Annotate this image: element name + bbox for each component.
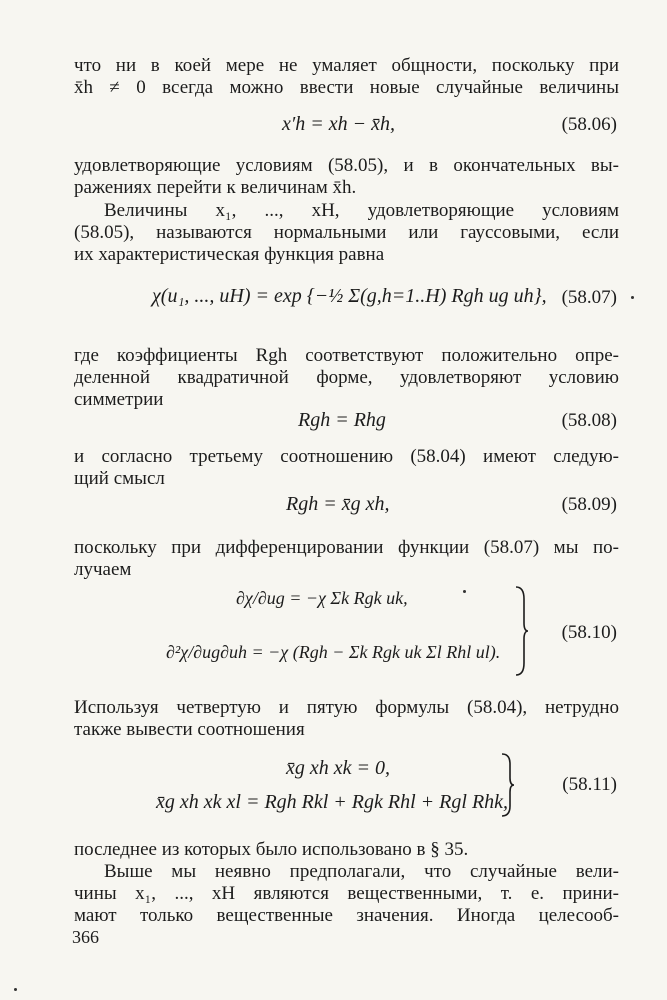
text-line: поскольку при дифференцировании функции (58.07) мы по- bbox=[74, 537, 619, 558]
text-line: (58.05), называются нормальными или гауссовыми, если bbox=[74, 222, 619, 243]
print-speck bbox=[463, 590, 466, 593]
text-line: ражениях перейти к величинам x̄h. bbox=[74, 177, 357, 198]
equation-58-11b: x̄g xh xk xl = Rgh Rkl + Rgk Rhl + Rgl Rhk, bbox=[156, 791, 509, 813]
text-line: лучаем bbox=[74, 559, 132, 580]
equation-58-10a: ∂χ/∂ug = −χ Σk Rgk uk, bbox=[236, 588, 408, 608]
equation-58-10b: ∂²χ/∂ug∂uh = −χ (Rgh − Σk Rgk uk Σl Rhl ul). bbox=[166, 642, 501, 662]
text-line: и согласно третьему соотношению (58.04) имеют следую- bbox=[74, 446, 619, 467]
equation-58-07: χ(u₁, ..., uH) = exp {−½ Σ(g,h=1..H) Rgh ug uh}, bbox=[152, 285, 547, 307]
equation-number: (58.08) bbox=[561, 410, 617, 431]
text-line: что ни в коей мере не умаляет общности, поскольку при bbox=[74, 55, 619, 76]
print-speck bbox=[631, 296, 634, 299]
text-line: Величины x₁, ..., xH, удовлетворяющие условиям bbox=[104, 200, 619, 221]
equation-number: (58.09) bbox=[561, 494, 617, 515]
equation-number: (58.07) bbox=[561, 287, 617, 308]
equation-number: (58.06) bbox=[561, 114, 617, 135]
text-line: мают только вещественные значения. Иногда целесооб- bbox=[74, 905, 619, 926]
text-line: щий смысл bbox=[74, 468, 165, 489]
equation-58-11a: x̄g xh xk = 0, bbox=[286, 757, 391, 779]
equation-58-09: Rgh = x̄g xh, bbox=[286, 493, 390, 515]
print-speck bbox=[14, 988, 17, 991]
text-line: их характеристическая функция равна bbox=[74, 244, 385, 265]
equation-number: (58.11) bbox=[562, 774, 617, 795]
equation-58-08: Rgh = Rhg bbox=[298, 409, 386, 431]
right-brace-icon bbox=[500, 752, 516, 818]
text-line: чины x₁, ..., xH являются вещественными, т. е. прини- bbox=[74, 883, 619, 904]
right-brace-icon bbox=[514, 585, 530, 677]
text-line: Используя четвертую и пятую формулы (58.04), нетрудно bbox=[74, 697, 619, 718]
text-line: последнее из которых было использовано в § 35. bbox=[74, 839, 469, 860]
text-line: x̄h ≠ 0 всегда можно ввести новые случайные величины bbox=[74, 77, 619, 98]
text-line: деленной квадратичной форме, удовлетворяют условию bbox=[74, 367, 619, 388]
page-number: 366 bbox=[72, 927, 99, 947]
text-line: Выше мы неявно предполагали, что случайные вели- bbox=[104, 861, 619, 882]
text-line: где коэффициенты Rgh соответствуют положительно опре- bbox=[74, 345, 619, 366]
text-line: удовлетворяющие условиям (58.05), и в окончательных вы- bbox=[74, 155, 619, 176]
equation-58-06: x′h = xh − x̄h, bbox=[282, 113, 395, 135]
text-line: симметрии bbox=[74, 389, 164, 410]
equation-number: (58.10) bbox=[561, 622, 617, 643]
text-line: также вывести соотношения bbox=[74, 719, 305, 740]
